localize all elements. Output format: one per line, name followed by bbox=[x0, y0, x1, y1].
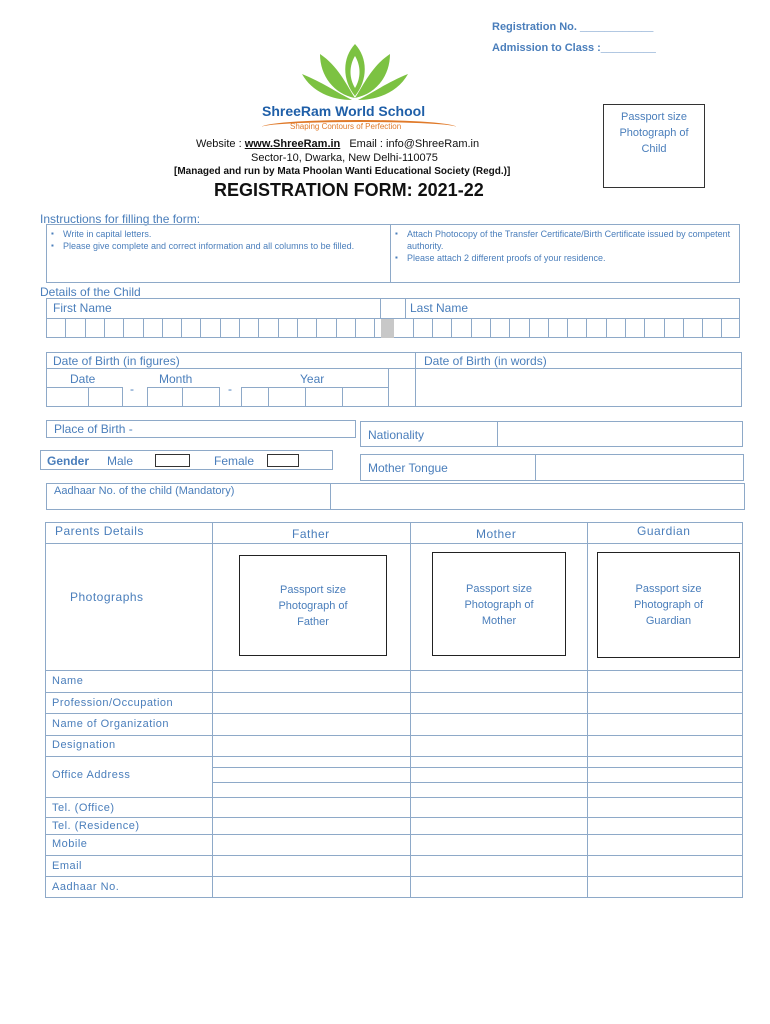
row-profession: Profession/Occupation bbox=[52, 697, 174, 709]
month-label: Month bbox=[159, 372, 193, 386]
name-cell-divider bbox=[65, 318, 66, 338]
instructions-right-box bbox=[390, 224, 740, 283]
instruction-item: ▪ Write in capital letters. bbox=[47, 228, 384, 240]
name-cell-divider bbox=[625, 318, 626, 338]
mother-photo-label: Passport size Photograph of Mother bbox=[464, 583, 534, 627]
name-cell-divider bbox=[85, 318, 86, 338]
guardian-header: Guardian bbox=[637, 524, 691, 538]
row-tel-residence: Tel. (Residence) bbox=[52, 820, 140, 832]
name-cell-divider bbox=[162, 318, 163, 338]
instruction-item: ▪ Attach Photocopy of the Transfer Certificate/Birth Certificate issued by competent authority. bbox=[391, 228, 735, 252]
row-mobile: Mobile bbox=[52, 838, 88, 850]
dash-2: - bbox=[228, 382, 232, 396]
father-photo-label: Passport size Photograph of Father bbox=[278, 583, 348, 628]
name-cell-divider bbox=[509, 318, 510, 338]
email-text: Email : info@ShreeRam.in bbox=[349, 138, 480, 150]
name-cell-divider bbox=[451, 318, 452, 338]
row-name: Name bbox=[52, 675, 84, 687]
registration-number[interactable]: Registration No. ____________ bbox=[492, 21, 654, 33]
name-cell-divider bbox=[586, 318, 587, 338]
website-label: Website : bbox=[196, 138, 245, 150]
name-cell-divider bbox=[143, 318, 144, 338]
nationality-label: Nationality bbox=[368, 428, 425, 442]
place-of-birth-label: Place of Birth - bbox=[54, 422, 133, 436]
guardian-photo-box[interactable] bbox=[597, 552, 740, 658]
name-cell-divider bbox=[258, 318, 259, 338]
row-aadhaar: Aadhaar No. bbox=[52, 881, 120, 893]
child-photo-box[interactable] bbox=[603, 104, 705, 188]
first-name-label: First Name bbox=[53, 301, 112, 315]
school-logo-icon bbox=[300, 40, 410, 102]
name-cell-divider bbox=[683, 318, 684, 338]
name-cell-divider bbox=[278, 318, 279, 338]
father-header: Father bbox=[292, 527, 330, 541]
instructions-left-box bbox=[46, 224, 391, 283]
instructions-heading: Instructions for filling the form: bbox=[40, 212, 201, 226]
gender-label: Gender bbox=[47, 454, 90, 468]
last-name-label: Last Name bbox=[410, 301, 469, 315]
name-cell-divider bbox=[606, 318, 607, 338]
child-photo-label: Passport size Photograph of Child bbox=[619, 111, 689, 155]
name-cell-divider bbox=[297, 318, 298, 338]
mother-header: Mother bbox=[476, 527, 517, 541]
instruction-item: ▪ Please give complete and correct information and all columns to be filled. bbox=[47, 240, 384, 252]
name-cell-divider bbox=[721, 318, 722, 338]
name-cell-divider bbox=[471, 318, 472, 338]
name-separator-cell bbox=[381, 319, 394, 338]
admission-class[interactable]: Admission to Class :_________ bbox=[492, 42, 656, 54]
date-label: Date bbox=[70, 372, 96, 386]
name-cell-divider bbox=[181, 318, 182, 338]
row-tel-office: Tel. (Office) bbox=[52, 802, 115, 814]
school-tagline: Shaping Contours of Perfection bbox=[290, 122, 402, 131]
name-cell-divider bbox=[644, 318, 645, 338]
row-organization: Name of Organization bbox=[52, 718, 169, 730]
mother-tongue-field[interactable] bbox=[536, 455, 743, 480]
guardian-photo-label: Passport size Photograph of Guardian bbox=[633, 583, 704, 627]
name-cell-divider bbox=[374, 318, 375, 338]
mother-photo-box[interactable] bbox=[432, 552, 566, 656]
name-cell-divider bbox=[664, 318, 665, 338]
row-designation: Designation bbox=[52, 739, 116, 751]
aadhaar-label: Aadhaar No. of the child (Mandatory) bbox=[54, 485, 235, 497]
name-cell-divider bbox=[200, 318, 201, 338]
contact-line bbox=[196, 138, 479, 150]
website-link[interactable]: www.ShreeRam.in bbox=[244, 138, 341, 150]
dob-figures-label: Date of Birth (in figures) bbox=[53, 354, 180, 368]
male-checkbox[interactable] bbox=[155, 454, 190, 467]
form-title: REGISTRATION FORM: 2021-22 bbox=[214, 180, 484, 200]
name-cell-divider bbox=[355, 318, 356, 338]
name-cell-divider bbox=[316, 318, 317, 338]
name-cell-divider bbox=[529, 318, 530, 338]
parents-heading: Parents Details bbox=[55, 524, 144, 538]
father-photo-box[interactable] bbox=[239, 555, 387, 656]
dob-words-label: Date of Birth (in words) bbox=[424, 354, 547, 368]
aadhaar-field[interactable] bbox=[331, 484, 744, 509]
nationality-field[interactable] bbox=[498, 422, 742, 446]
row-office-address: Office Address bbox=[52, 769, 131, 781]
name-cell-divider bbox=[567, 318, 568, 338]
year-label: Year bbox=[300, 372, 325, 386]
name-cell-divider bbox=[239, 318, 240, 338]
dash-1: - bbox=[130, 382, 134, 396]
school-address: Sector-10, Dwarka, New Delhi-110075 bbox=[251, 152, 438, 164]
name-cell-divider bbox=[432, 318, 433, 338]
name-cell-divider bbox=[702, 318, 703, 338]
name-cell-divider bbox=[490, 318, 491, 338]
female-label: Female bbox=[214, 454, 255, 468]
name-cell-divider bbox=[548, 318, 549, 338]
child-details-heading: Details of the Child bbox=[40, 285, 141, 299]
instruction-item: ▪ Please attach 2 different proofs of your residence. bbox=[391, 252, 735, 264]
name-cell-divider bbox=[336, 318, 337, 338]
name-cell-divider bbox=[104, 318, 105, 338]
name-cell-divider bbox=[220, 318, 221, 338]
male-label: Male bbox=[107, 454, 134, 468]
managed-by: [Managed and run by Mata Phoolan Wanti Educational Society (Regd.)] bbox=[174, 166, 511, 177]
school-name: ShreeRam World School bbox=[262, 103, 426, 119]
name-cell-divider bbox=[123, 318, 124, 338]
female-checkbox[interactable] bbox=[267, 454, 299, 467]
row-email: Email bbox=[52, 860, 83, 872]
photographs-label: Photographs bbox=[70, 590, 144, 604]
mother-tongue-label: Mother Tongue bbox=[368, 461, 448, 475]
name-cell-divider bbox=[413, 318, 414, 338]
